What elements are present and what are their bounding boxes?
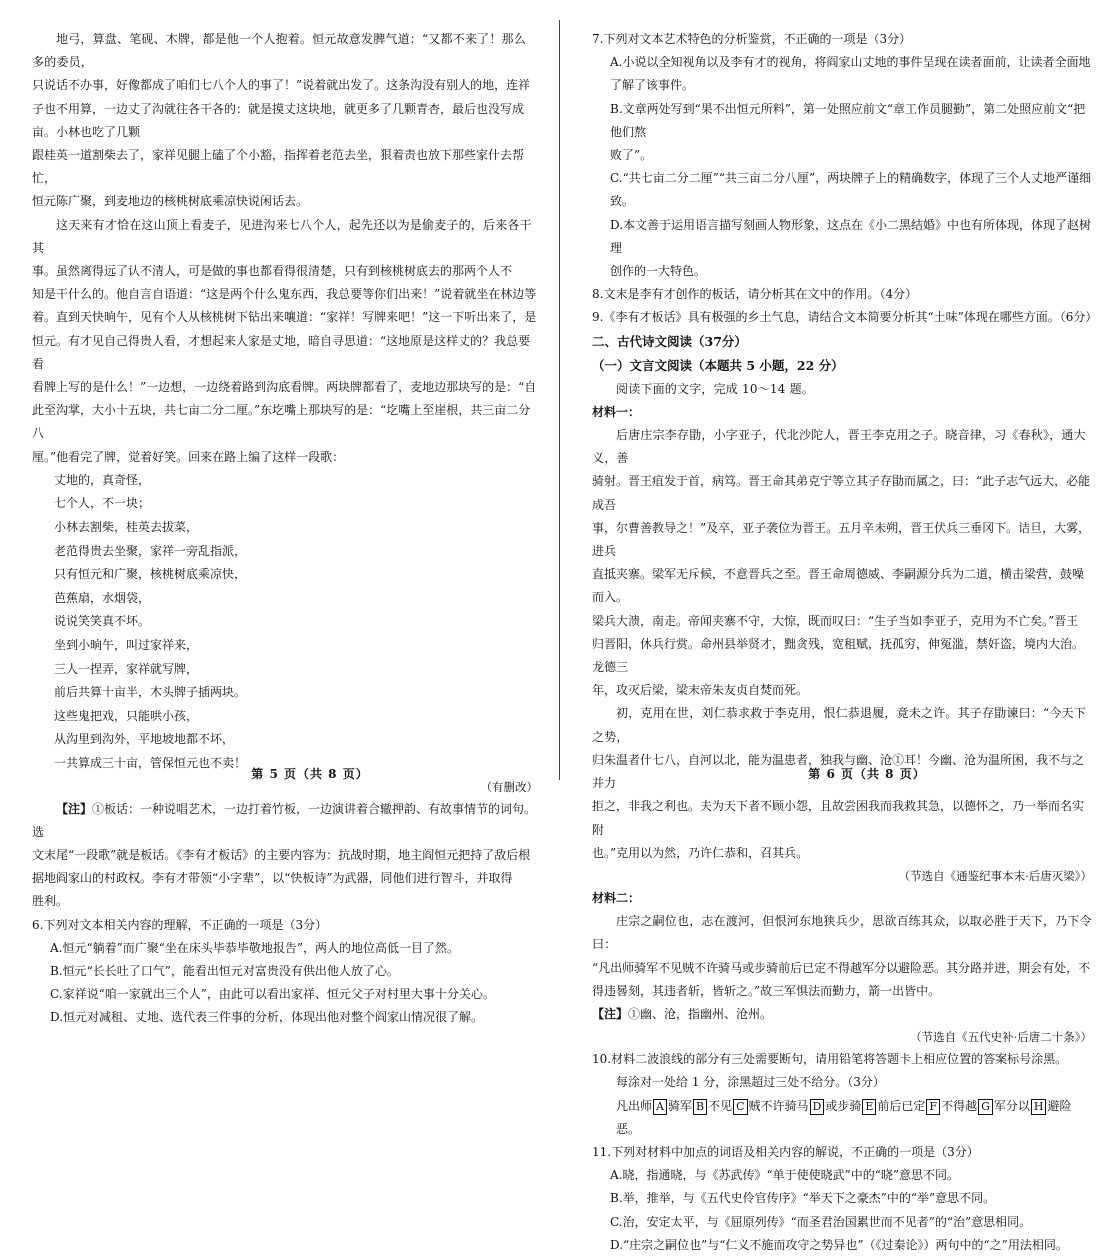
segment-text: 军分以 [993, 1098, 1030, 1113]
question-9: 9.《李有才板话》具有极强的乡土气息，请结合文本简要分析其“土味”体现在哪些方面。（6分） [592, 310, 1098, 325]
text-line: 事。虽然离得远了认不清人，可是做的事也都看得很清楚，只有到核桃树底去的那两个人不 [32, 264, 513, 279]
note-label-right: 【注】 [592, 1006, 629, 1021]
poem-line: 小林去割柴，桂英去拔菜， [54, 520, 199, 535]
option: A.恒元“躺着”而广聚“坐在床头毕恭毕敬地报告”，两人的地位高低一目了然。 [50, 940, 460, 955]
story-paragraph-1 [32, 28, 538, 214]
segment-text: 不得越 [941, 1098, 978, 1113]
note-right: ①幽、沧，指幽州、沧州。 [628, 1006, 773, 1021]
option: B.文章两处写到“果不出恒元所料”，第一处照应前文“章工作员腿勤”，第二处照应前文“把他们熬 [610, 101, 1086, 139]
text-line: 此至沟掌，大小十五块，共七亩二分二厘。”东圪嘴上那块写的是：“圪嘴上至崖根，共三亩二分八 [32, 403, 531, 441]
option: D.“庄宗之嗣位也”与“仁义不施而攻守之势异也”（《过秦论》）两句中的“之”用法相同。 [610, 1237, 1068, 1252]
option: C.“共七亩二分二厘”“共三亩二分八厘”，两块牌子上的精确数字，体现了三个人丈地严谨细致。 [610, 171, 1092, 209]
option: C.家祥说“咱一家就出三个人”，由此可以看出家祥、恒元父子对村里大事十分关心。 [50, 987, 495, 1002]
story-paragraph-2 [32, 214, 538, 469]
question-10-stem: 10.材料二波浪线的部分有三处需要断句，请用铅笔将答题卡上相应位置的答案标号涂黑。 [592, 1052, 1068, 1067]
text-line: 归晋阳，休兵行赏。命州县举贤才，黜贪残，宽租赋，抚孤穷，伸冤滥，禁奸盗，境内大治。龙德三 [592, 636, 1085, 675]
poem-line: 七个人，不一块； [54, 496, 151, 511]
text-line: 厘。”他看完了牌，觉着好笑。回来在路上编了这样一段歌： [32, 449, 345, 464]
text-line: 初，克用在世，刘仁恭求救于李克用，恨仁恭退履，竟未之许。其子存勖谏曰：“今天下之势， [592, 706, 1086, 744]
question-10-segments [592, 1095, 1092, 1141]
text-line: 地弓，算盘、笔砚、木牌，都是他一个人抱着。恒元故意发脾气道：“又都不来了！那么多的委员， [32, 32, 526, 70]
page-footer-5: 第 5 页（共 8 页） [251, 767, 369, 781]
source-1: （节选自《通鉴纪事本末·后唐灭梁》） [898, 868, 1092, 883]
poem-line: 这些鬼把戏，只能哄小孩， [54, 708, 199, 723]
source-2: （节选自《五代史补·后唐二十条》） [910, 1030, 1092, 1045]
text-line: 后唐庄宗李存勖，小字亚子，代北沙陀人，晋王李克用之子。晓音律，习《春秋》，通大义，善 [592, 428, 1086, 466]
poem-line: 从沟里到沟外，平地坡地都不坏， [54, 732, 235, 747]
text-line: 恒元陈广聚，到麦地边的核桃树底乘凉快说闲话去。 [32, 194, 309, 209]
segment-text: 凡出师 [616, 1098, 653, 1113]
text-line: 骑射。晋王疽发于首，病笃。晋王命其弟克宁等立其子存勖而属之，曰：“此子志气远大，必能成吾 [592, 474, 1091, 512]
text-line: 梁兵大溃，南走。帝闻夹寨不守，大惊，既而叹曰：“生子当如李亚子，克用为不亡矣。”晋王 [592, 613, 1079, 628]
answer-box[interactable]: H [1031, 1099, 1047, 1115]
question-11-stem: 11.下列对材料中加点的词语及相关内容的解说，不正确的一项是（3分） [592, 1144, 979, 1159]
source-note: （有删改） [480, 779, 538, 794]
answer-box[interactable]: C [733, 1099, 747, 1115]
poem-line: 老范得贵去坐聚，家祥一旁乱指派， [54, 543, 247, 558]
question-10 [592, 1048, 1092, 1141]
option: B.举，推举，与《五代史伶官传序》“举天下之豪杰”中的“举”意思不同。 [610, 1191, 996, 1206]
option: A.晓，指通晓，与《苏武传》“单于使使晓武”中的“晓”意思不同。 [610, 1168, 960, 1183]
material-2-text [592, 910, 1092, 1003]
right-page [566, 0, 1116, 1252]
material-1-label: 材料一： [592, 404, 641, 419]
segment-text: 避险恶。 [616, 1098, 1072, 1136]
option: 创作的一大特色。 [610, 264, 707, 279]
segment-text: 前后已定 [877, 1098, 926, 1113]
text-line: 这天来有才恰在这山顶上看麦子，见进沟来七八个人，起先还以为是偷麦子的，后来各干其 [32, 217, 532, 255]
left-page [0, 0, 556, 1025]
question-11 [592, 1141, 1092, 1257]
poem-line: 说说笑笑真不坏。 [54, 614, 151, 629]
answer-box[interactable]: A [653, 1099, 667, 1115]
segment-text: 不见 [708, 1098, 733, 1113]
text-line: 知是干什么的。他自言自语道：“这是两个什么鬼东西，我总要等你们出来！”说着就坐在林边等 [32, 287, 537, 302]
subsection-heading: （一）文言文阅读（本题共 5 小题，22 分） [592, 357, 844, 373]
material-2-label: 材料二： [592, 890, 641, 905]
answer-box[interactable]: D [810, 1099, 825, 1115]
poem-line: 一共算成三十亩，管保恒元也不卖！ [54, 755, 247, 770]
text-line: 子也不用算，一边丈了沟就往各干各的：就是摸丈这块地，就更多了几颗青杏，最后也没写成亩。小林也吃了几颗 [32, 101, 525, 139]
option: D.本文善于运用语言描写刻画人物形象，这点在《小二黑结婚》中也有所体现，体现了赵树理 [610, 217, 1092, 255]
page-divider [559, 20, 560, 780]
question-8: 8.文末是李有才创作的板话，请分析其在文中的作用。（4分） [592, 287, 918, 302]
material-1-text [592, 424, 1092, 702]
banhua-poem [32, 469, 538, 776]
poem-line: 丈地的，真奇怪， [54, 472, 151, 487]
note-label: 【注】 [56, 801, 93, 816]
text-line: 恒元。有才见自己得贵人看，才想起来人家是丈地，暗自寻思道：“这地原是这样丈的？我总要看 [32, 333, 531, 371]
note-line: ①板话：一种说唱艺术，一边打着竹板，一边演讲着合辙押韵、有故事情节的词句。选 [32, 801, 537, 839]
note-line: 胜利。 [32, 894, 69, 909]
segment-text: 或步骑 [825, 1098, 862, 1113]
text-line: 拒之，非我之利也。夫为天下者不顾小怨，且故尝困我而我救其急，以德怀之，乃一举而名实附 [592, 799, 1085, 837]
answer-box[interactable]: B [693, 1099, 707, 1115]
option: B.恒元“长长吐了口气”，能看出恒元对富贵没有供出他人放了心。 [50, 964, 399, 978]
option: D.恒元对减租、丈地、选代表三件事的分析，体现出他对整个阎家山情况很了解。 [50, 1010, 484, 1025]
annotation [32, 798, 538, 914]
poem-line: 三人一捏弄，家祥就写牌， [54, 661, 199, 676]
poem-line: 只有恒元和广聚，核桃树底乘凉快， [54, 567, 247, 582]
answer-box[interactable]: E [862, 1099, 876, 1115]
text-line: “凡出师骑军不见贼不许骑马或步骑前后已定不得越军分以避险恶。其分路并进，期会有处，不 [592, 960, 1091, 975]
text-line: 只说话不办事，好像都成了咱们七八个人的事了！”说着就出发了。这条沟没有别人的地，连祥 [32, 78, 531, 93]
question-7 [592, 28, 1092, 283]
question-6 [32, 914, 538, 1030]
text-line: 得违晷刻，其违者斩，皆斩之。”故三军惧法而勤力，箭一出皆中。 [592, 983, 941, 998]
question-7-stem: 7.下列对文本艺术特色的分析鉴赏，不正确的一项是（3分） [592, 32, 912, 46]
segment-text: 骑军 [667, 1098, 692, 1113]
answer-box[interactable]: G [978, 1099, 993, 1115]
note-line: 文末尾“一段歌”就是板话。《李有才板话》的主要内容为：抗战时期，地主阎恒元把持了敌后根 [32, 847, 531, 862]
text-line: 跟桂英一道割柴去了，家祥见腿上磕了个小豁，指挥着老范去坐，狠着责也放下那些家什去帮忙， [32, 148, 525, 186]
text-line: 直抵夹寨。梁军无斥候，不意晋兵之至。晋王命周德威、李嗣源分兵为二道，横击梁营，鼓噪而入。 [592, 567, 1085, 605]
poem-line: 前后共算十亩半，木头牌子插两块。 [54, 685, 247, 700]
segment-text: 贼不许骑马 [748, 1098, 809, 1113]
text-line: 年，攻灭后梁，梁末帝朱友贞自焚而死。 [592, 683, 809, 698]
poem-line: 芭蕉扇，水烟袋， [54, 590, 151, 605]
option: C.治，安定太平，与《屈原列传》“而圣君治国累世而不见者”的“治”意思相同。 [610, 1214, 1032, 1229]
option: 了解了该事件。 [610, 78, 695, 93]
option: A.小说以全知视角以及李有才的视角，将阎家山丈地的事件呈现在读者面前，让读者全面地 [610, 55, 1091, 70]
text-line: 事，尔曹善教导之！”及卒，亚子袭位为晋王。五月辛未朔，晋王伏兵三垂冈下。诘旦，大雾，进兵 [592, 520, 1091, 559]
option: 败了”。 [610, 148, 653, 163]
section-heading: 二、古代诗文阅读（37分） [592, 333, 747, 349]
poem-line: 坐到小晌午，叫过家祥来， [54, 638, 199, 653]
question-6-stem: 6.下列对文本相关内容的理解，不正确的一项是（3分） [32, 917, 328, 932]
text-line: 看牌上写的是什么！”一边想，一边绕着路到沟底看牌。两块牌都看了，麦地边那块写的是：“自 [32, 380, 537, 395]
text-line: 也。”克用以为然，乃许仁恭和，召其兵。 [592, 845, 809, 860]
instructions: 阅读下面的文字，完成 10～14 题。 [616, 381, 814, 396]
text-line: 着。直到天快晌午，见有个人从核桃树下钻出来嚷道：“家祥！写牌来吧！”这一下听出来了，是 [32, 310, 537, 325]
text-line: 归朱温者什七八，自河以北，能为温患者，独我与幽、沧①耳！今幽、沧为温所困，我不与之并力 [592, 752, 1085, 791]
text-line: 庄宗之嗣位也，志在渡河，但恨河东地狭兵少，思欲百练其众，以取必胜于天下，乃下令曰： [592, 914, 1092, 952]
material-1-text-b [592, 702, 1092, 864]
note-line: 据地阎家山的村政权。李有才带领“小字辈”，以“快板诗”为武器，同他们进行智斗，并取得 [32, 871, 513, 886]
answer-box[interactable]: F [926, 1099, 940, 1115]
page-footer-6: 第 6 页（共 8 页） [808, 767, 926, 781]
question-10-line2: 每涂对一处给 1 分，涂黑超过三处不给分。（3分） [616, 1075, 885, 1090]
